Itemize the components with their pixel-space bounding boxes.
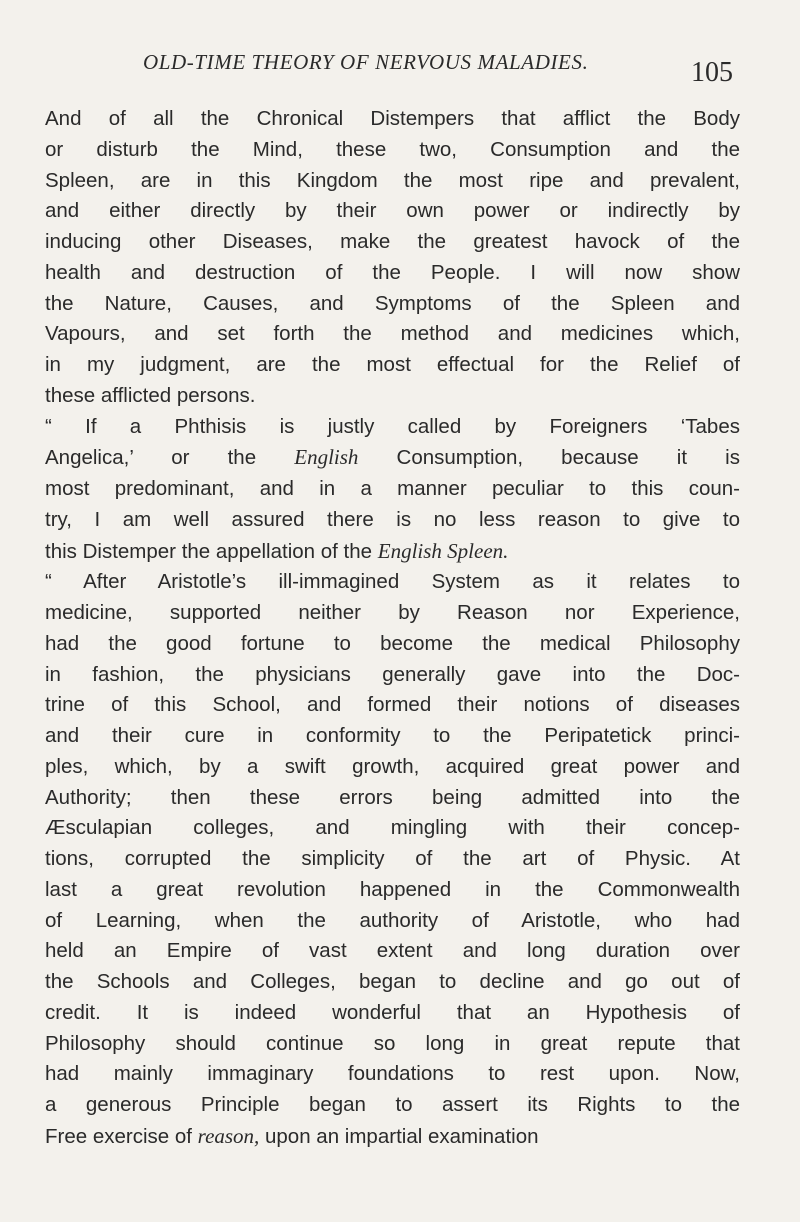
text-segment: And of all the Chronical Distempers that afflict the Body [45,107,740,130]
italic-text: English Spleen. [377,538,509,563]
text-line [45,1059,740,1090]
text-line [45,936,740,967]
body-text [45,104,740,1153]
text-line [45,629,740,660]
text-segment: or disturb the Mind, these two, Consumption and the [45,137,740,161]
text-segment: the Nature, Causes, and Symptoms of the Spleen and [45,291,740,315]
text-line [45,906,740,937]
page-header [0,45,800,88]
text-segment: held an Empire of vast extent and long duration over [45,939,740,963]
text-segment: a generous Principle began to assert its Rights to the [45,1093,740,1116]
text-line [45,166,740,197]
text-line [45,567,740,598]
text-line [45,412,740,443]
text-segment: tions, corrupted the simplicity of the art of Physic. At [45,847,740,870]
text-segment: and their cure in conformity to the Peripatetick princi- [45,724,740,747]
text-line [45,783,740,814]
text-segment: Free exercise of [45,1124,198,1148]
text-segment: “ If a Phthisis is justly called by Foreigners ‘Tabes [45,414,740,438]
text-segment: this Distemper the appellation of the [45,539,378,563]
text-line [45,660,740,691]
text-segment: in my judgment, are the most effectual for the Relief of [45,353,740,376]
text-line [45,721,740,752]
text-line [45,258,740,289]
text-segment: “ After Aristotle’s ill-immagined System as it relates to [45,570,740,594]
text-line [45,135,740,166]
text-line [45,813,740,844]
text-segment: trine of this School, and formed their notions of diseases [45,693,740,717]
text-segment: the Schools and Colleges, began to decline and go out of [45,970,740,993]
text-segment: Philosophy should continue so long in great repute that [45,1031,740,1055]
text-segment: these afflicted persons. [45,383,256,407]
text-line [45,998,740,1029]
text-segment: health and destruction of the People. I will now show [45,260,740,284]
text-segment: try, I am well assured there is no less reason to give to [45,507,740,531]
text-line [45,505,740,536]
text-segment: Æsculapian colleges, and mingling with their concep- [45,816,740,840]
text-segment: of Learning, when the authority of Aristotle, who had [45,908,740,932]
text-line [45,381,740,412]
text-segment: credit. It is indeed wonderful that an Hypothesis of [45,1000,740,1024]
text-segment: inducing other Diseases, make the greatest havock of the [45,230,740,253]
italic-text: English [294,445,359,470]
text-segment: Authority; then these errors being admitted into the [45,785,740,809]
text-segment: last a great revolution happened in the Commonwealth [45,877,740,901]
text-segment: Angelica,’ or the [45,446,295,470]
text-line [45,442,740,474]
text-segment: upon an impartial examination [259,1124,539,1148]
text-line [45,196,740,227]
italic-text: reason, [197,1123,260,1148]
text-line [45,1090,740,1121]
text-segment: and either directly by their own power or indirectly by [45,199,740,223]
text-segment: medicine, supported neither by Reason nor Experience, [45,601,740,624]
text-line [45,875,740,906]
text-line [45,227,740,258]
text-line [45,474,740,505]
text-line [45,1121,740,1153]
text-line [45,690,740,721]
text-segment: had the good fortune to become the medical Philosophy [45,631,740,655]
text-segment: most predominant, and in a manner peculiar to this coun- [45,477,740,500]
text-segment: Consumption, because it is [358,446,740,470]
text-segment: in fashion, the physicians generally gave into the Doc- [45,662,740,686]
running-title: OLD-TIME THEORY OF NERVOUS MALADIES. [143,50,589,74]
text-segment: had mainly immaginary foundations to rest upon. Now, [45,1062,740,1086]
text-line [45,1029,740,1060]
text-line [45,350,740,381]
text-line [45,598,740,629]
page-number: 105 [691,57,733,88]
text-line [45,319,740,350]
text-line [45,104,740,135]
text-segment: Spleen, are in this Kingdom the most ripe and prevalent, [45,168,740,192]
text-line [45,752,740,783]
text-segment: Vapours, and set forth the method and medicines which, [45,322,740,346]
text-line [45,844,740,875]
text-segment: ples, which, by a swift growth, acquired great power and [45,754,740,778]
text-line [45,967,740,998]
text-line [45,536,740,568]
text-line [45,289,740,320]
